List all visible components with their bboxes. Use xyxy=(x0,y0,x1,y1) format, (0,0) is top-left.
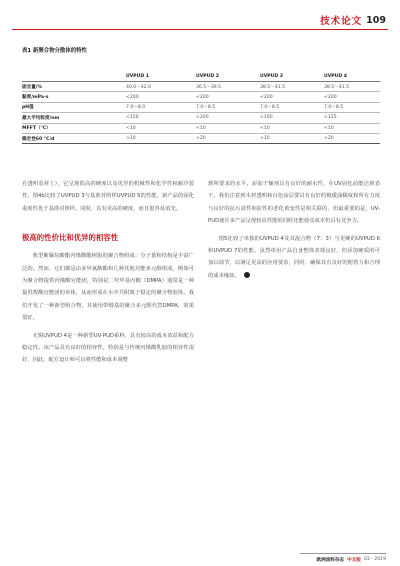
table-cell: <200 xyxy=(324,92,380,102)
table-cell: 7.0～8.5 xyxy=(324,102,380,112)
table-header-cell: UVPUD 2 xyxy=(196,72,260,82)
paragraph: 在透明基材上），它呈现很高的硬度以及优异的机械性和化学性和耐冷裂性，图4b比较了UVPUD 3与基准对照样UVPUD 5的性能，新产品的固化重度性优于基准对照样。同时，具有更高的硬度，而且很容易消光。 xyxy=(22,181,194,212)
table-cell: <100 xyxy=(260,113,324,123)
table-header-cell: UVPUD 3 xyxy=(260,72,324,82)
table-cell: <200 xyxy=(260,92,324,102)
right-column xyxy=(208,178,380,282)
table-row xyxy=(22,113,380,123)
table-cell: <200 xyxy=(196,92,260,102)
page-header xyxy=(320,13,386,27)
properties-table xyxy=(22,72,380,144)
table-caption: 表1 新聚合物分散体的特性 xyxy=(22,48,87,54)
table-row xyxy=(22,82,380,92)
table-cell: <10 xyxy=(324,123,380,133)
table-header-row xyxy=(22,72,380,82)
table-cell: <200 xyxy=(196,113,260,123)
table-cell: 38.5～41.5 xyxy=(324,82,380,92)
table-cell: 7.0～8.5 xyxy=(196,102,260,112)
header-divider xyxy=(12,29,388,30)
table-cell: >10 xyxy=(126,133,196,143)
table-header-cell: UVPUD 1 xyxy=(126,72,196,82)
section-heading: 极高的性价比和优异的相容性 xyxy=(22,233,119,243)
left-column xyxy=(22,178,194,367)
table-cell: <10 xyxy=(196,123,260,133)
table-row xyxy=(22,133,380,143)
table-header-cell: UVPUD 4 xyxy=(324,72,380,82)
paragraph: 无锡UVPUD 4是一种新型UV-PUD系料，具有较高的成本效益和配方稳定性。该产品具有良好的相容性，特别是与传统丙烯酸乳胶的相容性很好，因此，配方设计师可以将性能和成本调整 xyxy=(22,332,194,364)
paragraph: 典型紫脲烷酸酯丙烯酸酯树脂的聚合物组成：分子量和结构是丰富广泛的。然而，它们都是由多异氰酸酯和几种其他功能多元醇组成，例如可为聚合物提供丙烯酸官能团，特别是二羟甲基丙酸（DMPA）通常是一种提供羧酸官能团的单体，从而形成在水中共附离子稳定的聚合物胶体。我们开发了一种新型组合物，其使用带缎基的聚合多元醇代替DMPA，效果很好。 xyxy=(22,253,194,322)
page-number: 109 xyxy=(366,14,386,26)
paragraph xyxy=(208,233,380,283)
table-cell: 38.5～41.5 xyxy=(260,82,324,92)
paragraph: 到所要求的水平。添加干燥剂具有良好的耐水性，在UV固化前能达到表干。我们注意到木材透明和白色涂层要具有良好的极缓涌稀度和所有力度与良好的抗污渍性和抗性的老化黄变性是相关联的，但最重要的是，UV-PUD使许多产品呈现较高性能的同时还能使其成本仍具有竞争力。 xyxy=(208,181,380,225)
journal-name: 欧洲涂料杂志 xyxy=(316,558,345,563)
table-cell: >20 xyxy=(196,133,260,143)
footer-divider xyxy=(300,553,386,554)
table-cell: <125 xyxy=(324,113,380,123)
row-label: 稳定性60 °C/d xyxy=(22,133,126,143)
table-header-cell xyxy=(22,72,126,82)
table-cell: >10 xyxy=(260,133,324,143)
table-row xyxy=(22,102,380,112)
page-footer xyxy=(317,557,387,563)
row-label: 黏度/mPa·s xyxy=(22,92,126,102)
row-label: 固含量/% xyxy=(22,82,126,92)
section-title: 技术论文 xyxy=(320,16,363,27)
table-cell: <150 xyxy=(126,113,196,123)
row-label: pH值 xyxy=(22,102,126,112)
issue-label: 03 - 2019 xyxy=(363,557,386,562)
edition-label: 中文版 xyxy=(347,558,361,563)
table-cell: <10 xyxy=(126,123,196,133)
table-row xyxy=(22,92,380,102)
table-cell: 7.0～8.5 xyxy=(260,102,324,112)
table-cell: 40.0～42.0 xyxy=(126,82,196,92)
paragraph-text: 图5比较了单独的UVPUD 4及其混合物（7：3）与更硬的UVPUD 6和UVPUD 7的性能。虽然单用产品自身整体表现良好，但添加硬质的可加以调节，以满足更高的应用要求，同时，确保其有良好的附着力和合理的成本缘却。 xyxy=(208,235,380,279)
table-cell: 7.0～8.0 xyxy=(126,102,196,112)
table-row xyxy=(22,123,380,133)
table-cell: >20 xyxy=(324,133,380,143)
row-label: MFFT（°C） xyxy=(22,123,126,133)
table-cell: <200 xyxy=(126,92,196,102)
end-of-article-icon: ◆ xyxy=(244,272,250,278)
row-label: 最大平均粒度/nm xyxy=(22,113,126,123)
table-cell: <10 xyxy=(260,123,324,133)
table-cell: 36.5～39.5 xyxy=(196,82,260,92)
